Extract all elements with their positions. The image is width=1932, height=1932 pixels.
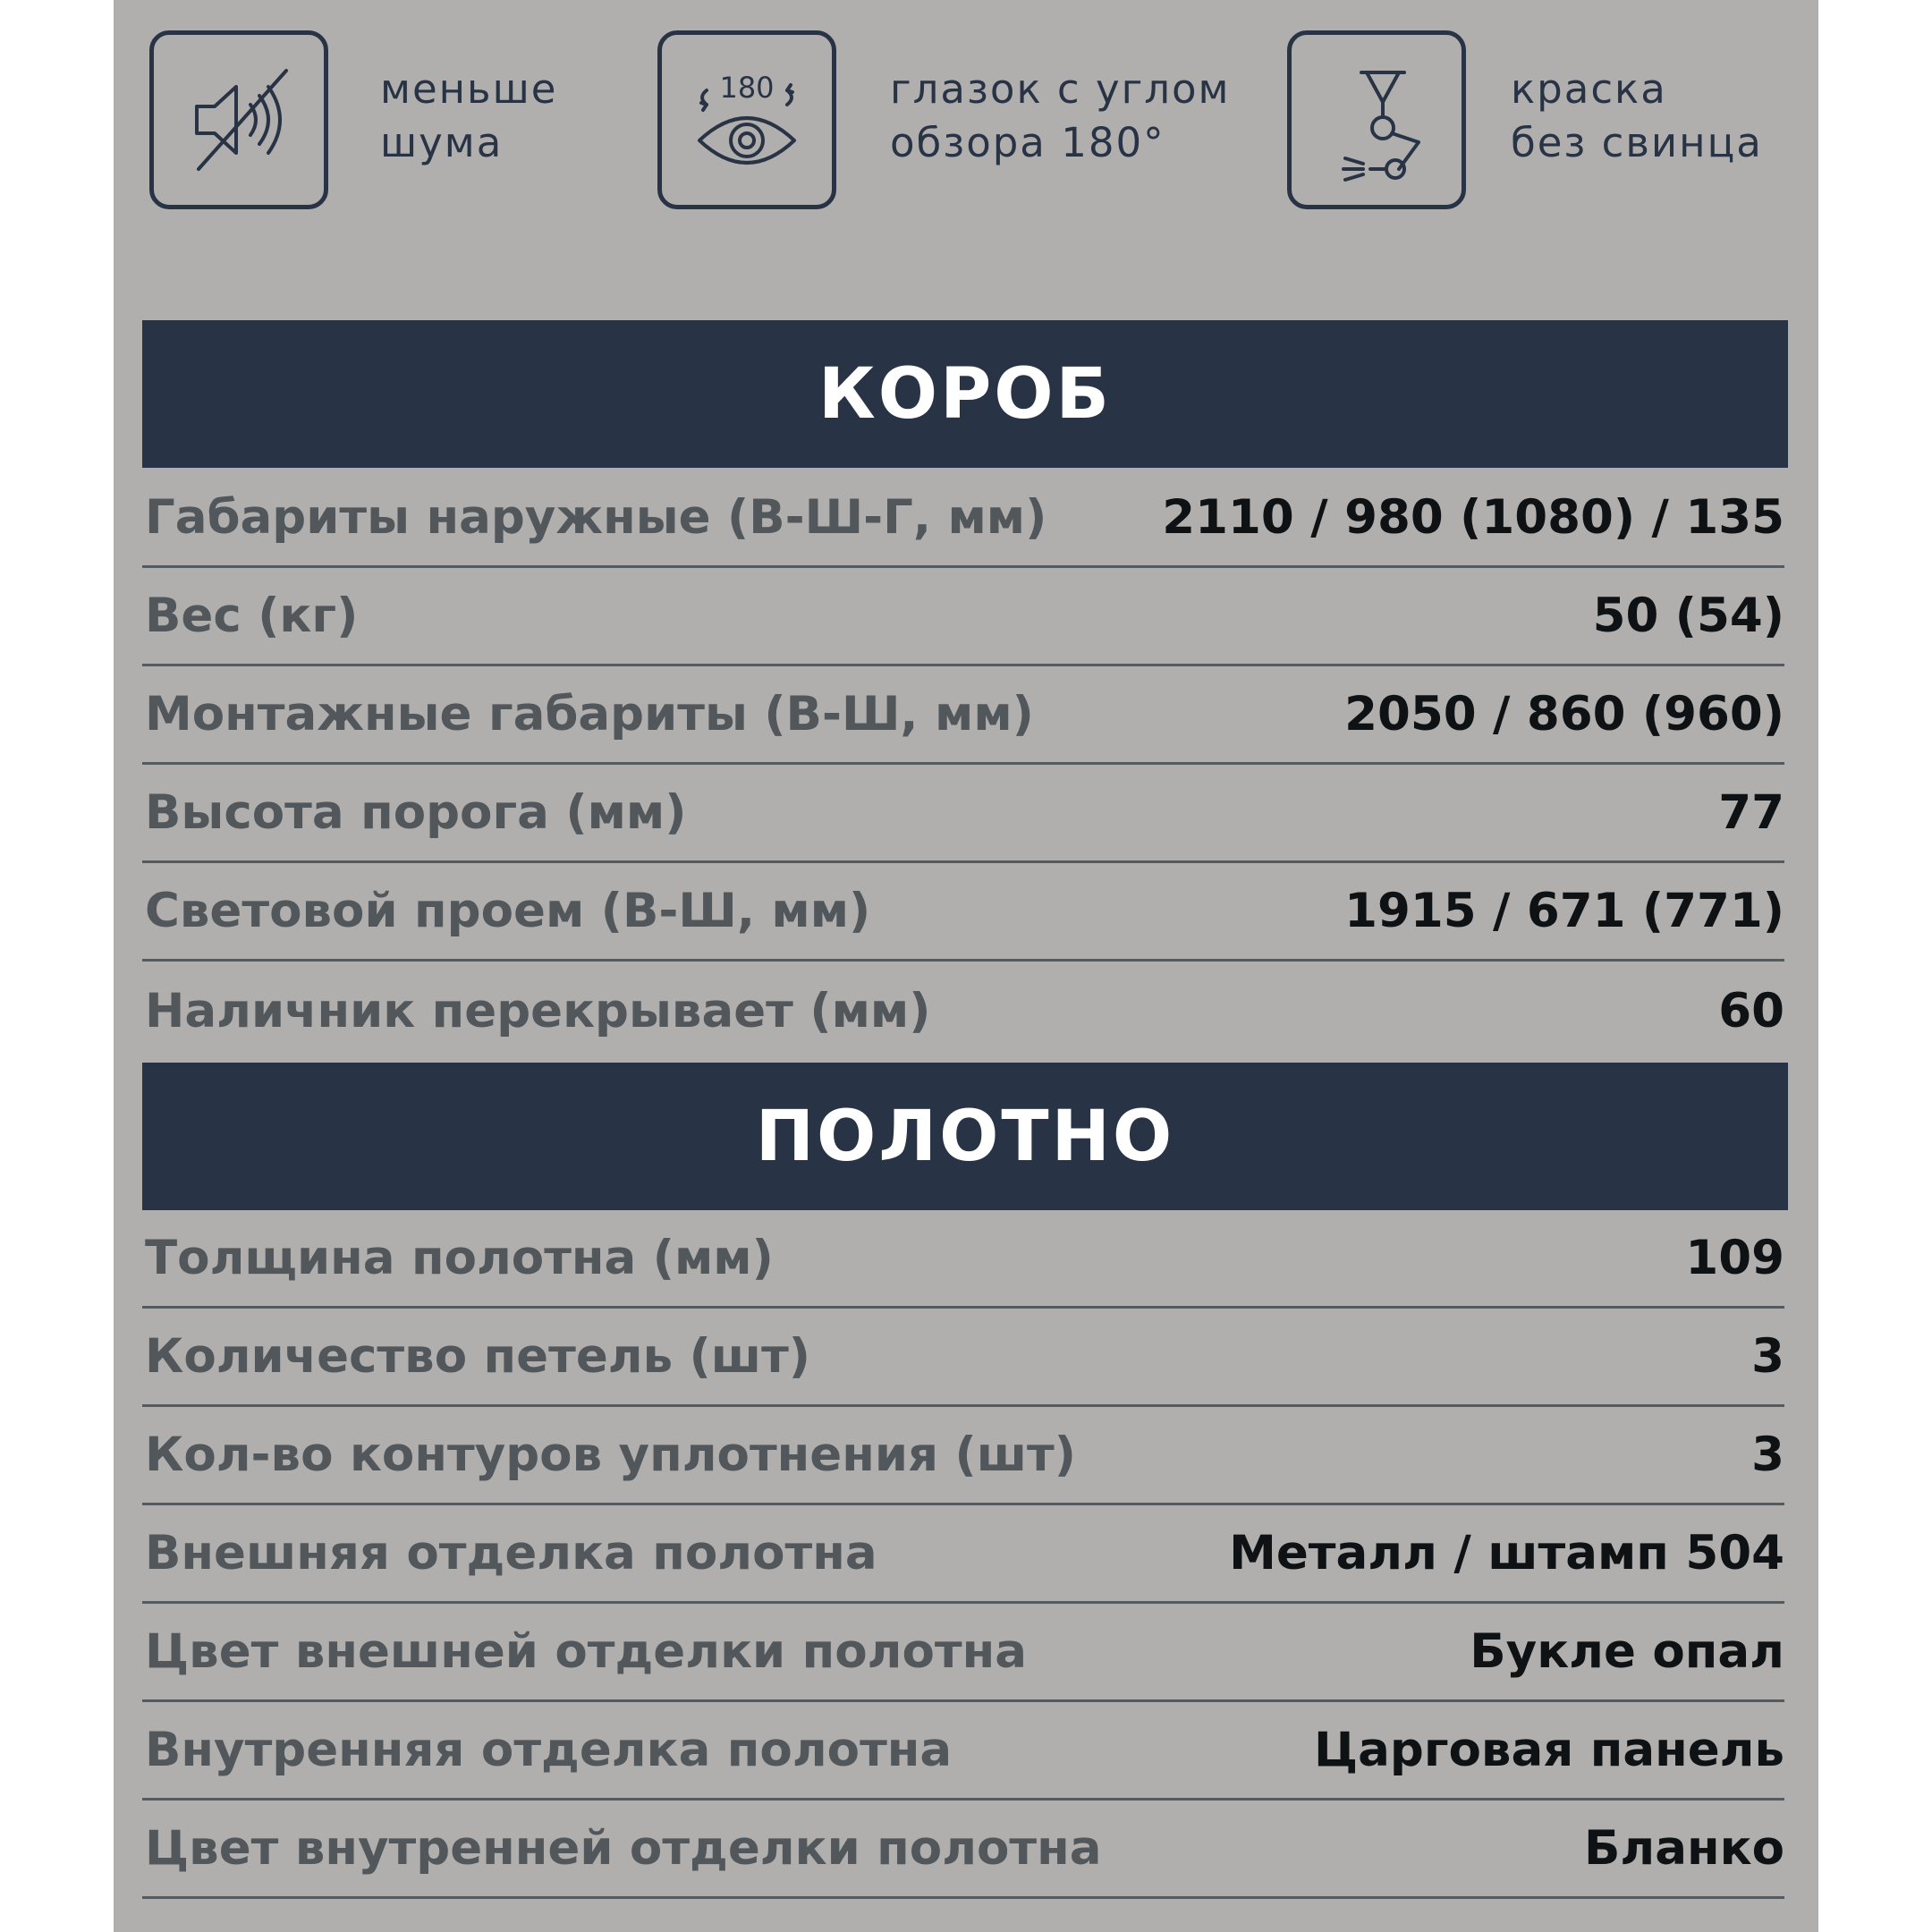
spec-label: Габариты наружные (В-Ш-Г, мм) — [145, 490, 1047, 545]
spec-label: Внешняя отделка полотна — [145, 1526, 877, 1580]
spec-label: Цвет внутренней отделки полотна — [145, 1821, 1102, 1876]
spec-row — [142, 962, 1784, 1060]
spec-row — [142, 1210, 1784, 1309]
section-header-leaf: ПОЛОТНО — [142, 1063, 1788, 1210]
eye-180-badge: 180 — [719, 71, 775, 105]
spec-panel — [114, 0, 1818, 1932]
spec-row — [142, 1309, 1784, 1407]
spec-value: 109 — [1685, 1231, 1784, 1285]
spec-label: Вес (кг) — [145, 589, 359, 643]
spec-label: Цвет внешней отделки полотна — [145, 1624, 1027, 1679]
spec-label: Световой проем (В-Ш, мм) — [145, 884, 871, 938]
spec-value: 50 (54) — [1592, 589, 1784, 643]
spec-label: Кол-во контуров уплотнения (шт) — [145, 1428, 1076, 1482]
spec-row — [142, 765, 1784, 863]
spec-row — [142, 1407, 1784, 1505]
spec-value: Бланко — [1584, 1821, 1784, 1876]
spec-row — [142, 1604, 1784, 1702]
spec-value: 3 — [1751, 1428, 1784, 1482]
spec-row — [142, 1505, 1784, 1604]
spec-row — [142, 863, 1784, 962]
spec-row — [142, 666, 1784, 765]
spec-value: 77 — [1718, 785, 1784, 840]
spec-label: Высота порога (мм) — [145, 785, 687, 840]
spec-row — [142, 1801, 1784, 1899]
spec-label: Наличник перекрывает (мм) — [145, 983, 931, 1038]
spec-value: Металл / штамп 504 — [1229, 1526, 1784, 1580]
spray-paint-icon — [1287, 30, 1466, 209]
mute-speaker-icon — [149, 30, 328, 209]
spec-row — [142, 568, 1784, 666]
section-header-frame: КОРОБ — [142, 320, 1788, 468]
spec-label: Количество петель (шт) — [145, 1329, 811, 1384]
spec-label: Внутренняя отделка полотна — [145, 1723, 953, 1777]
spec-label: Монтажные габариты (В-Ш, мм) — [145, 687, 1034, 741]
feature-text-peephole: глазок с углом обзора 180° — [890, 65, 1231, 166]
spec-row — [142, 470, 1784, 568]
spec-row — [142, 1702, 1784, 1801]
feature-text-noise: меньше шума — [380, 65, 558, 166]
spec-value: Букле опал — [1470, 1624, 1784, 1679]
spec-value: 2110 / 980 (1080) / 135 — [1162, 490, 1784, 545]
spec-value: Царговая панель — [1313, 1723, 1784, 1777]
spec-value: 1915 / 671 (771) — [1344, 884, 1784, 938]
spec-value: 2050 / 860 (960) — [1344, 687, 1784, 741]
feature-text-paint: краска без свинца — [1511, 65, 1763, 166]
spec-value: 3 — [1751, 1329, 1784, 1384]
spec-value: 60 — [1718, 983, 1784, 1038]
spec-label: Толщина полотна (мм) — [145, 1231, 774, 1285]
eye-180-icon — [657, 30, 836, 209]
